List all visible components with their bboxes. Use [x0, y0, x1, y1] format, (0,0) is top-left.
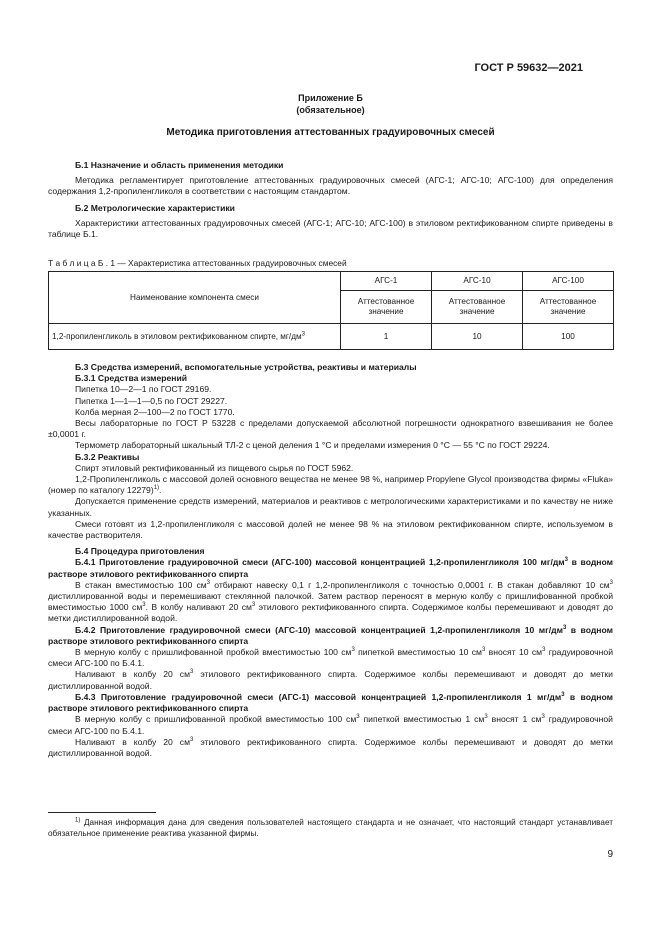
- appendix-status: (обязательное): [296, 105, 365, 115]
- procedure-text: Наливают в колбу 20 $см^3$ этилового ректификованного спирта. Содержимое колбы перемешивают и доводят до метки дистиллированной водой.: [48, 736, 613, 758]
- footnote-divider: [48, 812, 156, 813]
- reagent-text: 1,2-Пропиленгликоль с массовой долей основного вещества не менее 98 %, например Propylene Glycol производства фирмы «Fluka» (номер по каталогу 12279)$^{1)}$.: [48, 474, 613, 496]
- section-heading-b1: Б.1 Назначение и область применения методики: [75, 160, 284, 170]
- table-header-row: [49, 272, 614, 291]
- page-number: 9: [607, 849, 613, 860]
- reagent-text: Смеси готовят из 1,2-пропиленгликоля с массовой долей не менее 98 % на этиловом ректификованном спирте, используемом в качестве растворителя.: [48, 518, 613, 541]
- section-heading-b31: Б.3.1 Средства измерений: [75, 373, 188, 384]
- table-cell-value: 10: [432, 324, 523, 350]
- table-subheader-cell: Аттестованное значение: [432, 291, 523, 324]
- main-title: Методика приготовления аттестованных градуировочных смесей: [166, 127, 495, 138]
- table-subheader-cell: Аттестованное значение: [341, 291, 432, 324]
- table-header-ags10: АГС-10: [432, 272, 523, 291]
- table-row-label: 1,2-пропиленгликоль в этиловом ректификованном спирте, $мг/дм^3$: [49, 324, 341, 350]
- procedure-text: Наливают в колбу 20 $см^3$ этилового ректификованного спирта. Содержимое колбы перемешивают и доводят до метки дистиллированной водой.: [48, 669, 613, 691]
- table-header-ags1: АГС-1: [341, 272, 432, 291]
- section-b3-b4: [48, 362, 613, 759]
- footnote: [48, 817, 613, 839]
- section-heading-b3: Б.3 Средства измерений, вспомогательные устройства, реактивы и материалы: [75, 362, 417, 372]
- table-header-component: Наименование компонента смеси: [49, 272, 341, 324]
- section-heading-b43: Б.4.3 Приготовление градуировочной смеси (АГС-1) массовой концентрацией 1,2-пропиленгликоля 1 $мг/дм^3$ в водном растворе этилового ректификованного спирта: [48, 691, 613, 714]
- table-header-ags100: АГС-100: [523, 272, 614, 291]
- section-text-b1: Методика регламентирует приготовление аттестованных градуировочных смесей (АГС-1; АГС-10; АГС-100) для определения содержания 1,2-пропиленгликоля в соответствии с настоящим стандартом.: [48, 175, 613, 197]
- appendix-label: Приложение Б: [298, 93, 363, 103]
- footnote-mark: 1): [75, 817, 81, 824]
- section-heading-b4: Б.4 Процедура приготовления: [75, 546, 205, 557]
- table-title: Т а б л и ц а Б . 1 — Характеристика аттестованных градуировочных смесей: [48, 258, 347, 268]
- table-cell-value: 100: [523, 324, 614, 350]
- procedure-text: В мерную колбу с пришлифованной пробкой вместимостью 100 $см^3$ пипеткой вместимостью 1 $см^3$ вносят 1 $см^3$ градуировочной смеси АГС-100 по Б.4.1.: [48, 714, 613, 736]
- section-heading-b41: Б.4.1 Приготовление градуировочной смеси (АГС-100) массовой концентрацией 1,2-пропиленгликоля 100 $мг/дм^3$ в водном растворе этилового ректификованного спирта: [48, 557, 613, 579]
- section-heading-b42: Б.4.2 Приготовление градуировочной смеси (АГС-10) массовой концентрацией 1,2-пропиленгликоля 10 $мг/дм^3$ в водном растворе этилового ректификованного спирта: [48, 624, 613, 646]
- list-item: Термометр лабораторный шкальный ТЛ-2 с ценой деления 1 °С и пределами измерения 0 °С — 55 °С по ГОСТ 29224.: [75, 440, 550, 451]
- reagent-text: Допускается применение средств измерений, материалов и реактивов с метрологическими характеристиками и по качеству не ниже указанных.: [48, 496, 613, 518]
- list-item: Колба мерная 2—100—2 по ГОСТ 1770.: [75, 406, 235, 417]
- table-cell-value: 1: [341, 324, 432, 350]
- reagent-text: Спирт этиловый ректификованный из пищевого сырья по ГОСТ 5962.: [75, 462, 354, 473]
- list-item: Пипетка 1—1—1—0,5 по ГОСТ 29227.: [75, 395, 228, 406]
- list-item: Весы лабораторные по ГОСТ Р 53228 с пределами допускаемой абсолютной погрешности однократного взвешивания не более ±0,0001 г.: [48, 418, 613, 440]
- section-heading-b32: Б.3.2 Реактивы: [75, 451, 140, 462]
- appendix-title: [48, 92, 613, 116]
- characteristics-table: [48, 271, 614, 350]
- table-subheader-cell: Аттестованное значение: [523, 291, 614, 324]
- document-id: ГОСТ Р 59632—2021: [474, 62, 583, 74]
- section-heading-b2: Б.2 Метрологические характеристики: [75, 202, 235, 213]
- list-item: Пипетка 10—2—1 по ГОСТ 29169.: [75, 384, 212, 395]
- section-text-b2: Характеристики аттестованных градуировочных смесей (АГС-1; АГС-10; АГС-100) в этиловом ректификованном спирте приведены в таблице Б.1.: [48, 217, 613, 240]
- procedure-text: В мерную колбу с пришлифованной пробкой вместимостью 100 $см^3$ пипеткой вместимостью 10 $см^3$ вносят 10 $см^3$ градуировочной смеси АГС-100 по Б.4.1.: [48, 647, 613, 669]
- section-b1-b2: [48, 160, 613, 240]
- table-row: [49, 324, 614, 350]
- footnote-text: Данная информация дана для сведения пользователей настоящего стандарта и не означает, что настоящий стандарт устанавливает обязательное применение реактива указанной фирмы.: [48, 818, 613, 838]
- procedure-text: В стакан вместимостью 100 $см^3$ отбирают навеску 0,1 г 1,2-пропиленгликоля с точностью 0,0001 г. В стакан добавляют 10 $см^3$ дистиллированной воды и перемешивают стеклянной палочкой. Затем раствор переносят в мерную колбу с пришлифованной пробкой вместимостью 1000 $см^3$. В колбу наливают 20 $см^3$ этилового ректификованного спирта. Содержимое колбы перемешивают и доводят до метки дистиллированной водой.: [48, 579, 614, 624]
